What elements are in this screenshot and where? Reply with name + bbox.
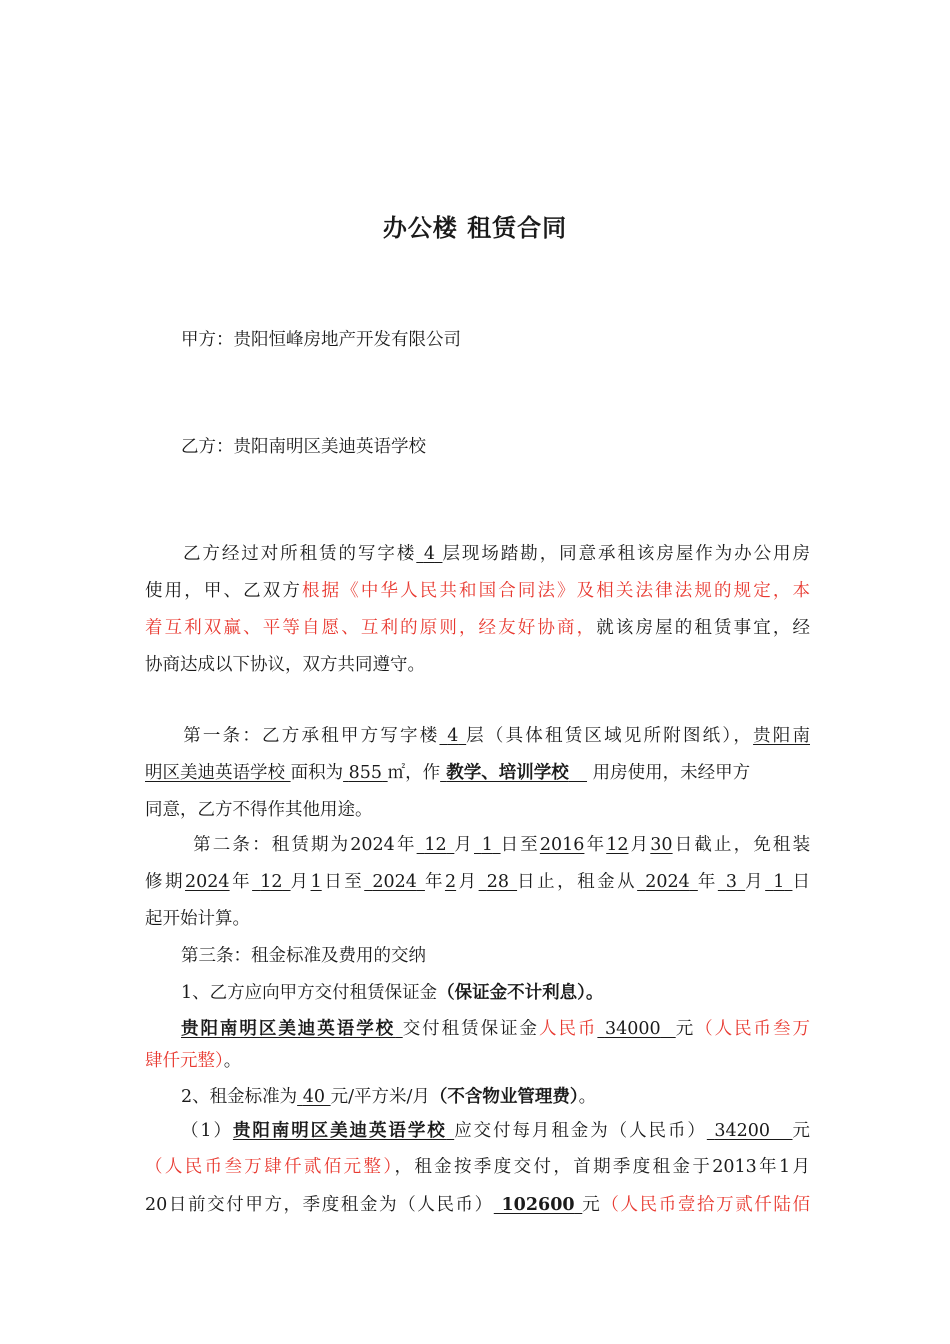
article-1-line-3: 同意，乙方不得作其他用途。: [145, 800, 373, 820]
article-3-heading: 第三条：租金标准及费用的交纳: [181, 946, 426, 966]
monthly-rent-line-1: （1）贵阳南明区美迪英语学校 应交付每月租金为（人民币） 34200 元: [181, 1121, 810, 1141]
monthly-rent-line-2: （人民币叁万肆仟贰佰元整），租金按季度交付，首期季度租金于2013年1月: [145, 1157, 810, 1177]
document-title: 办公楼 租赁合同: [382, 214, 568, 242]
rent-rate-clause: 2、租金标准为 40 元/平方米/月（不含物业管理费）。: [181, 1087, 597, 1107]
deposit-line-1: 贵阳南明区美迪英语学校 交付租赁保证金人民币 34000 元（人民币叁万: [181, 1019, 810, 1039]
monthly-rent-line-3: 20日前交付甲方，季度租金为（人民币） 102600 元（人民币壹拾万贰仟陆佰: [145, 1195, 811, 1215]
intro-line-3: 着互利双赢、平等自愿、互利的原则，经友好协商，就该房屋的租赁事宜，经: [145, 618, 811, 638]
article-2-line-3: 起开始计算。: [145, 909, 250, 929]
article-1-line-1: 第一条：乙方承租甲方写字楼 4 层（具体租赁区域见所附图纸），贵阳南: [181, 726, 810, 746]
deposit-clause: 1、乙方应向甲方交付租赁保证金（保证金不计利息）。: [181, 983, 604, 1003]
party-b-line: 乙方：贵阳南明区美迪英语学校: [181, 437, 426, 457]
intro-line-1: 乙方经过对所租赁的写字楼 4 层现场踏勘，同意承租该房屋作为办公用房: [181, 544, 810, 564]
deposit-line-2: 肆仟元整）。: [145, 1051, 242, 1071]
article-2-line-1: 第二条：租赁期为2024年 12 月 1 日至2016年12月30日截止，免租装: [191, 835, 811, 855]
intro-line-2: 使用，甲、乙双方根据《中华人民共和国合同法》及相关法律法规的规定，本: [145, 581, 811, 601]
intro-line-4: 协商达成以下协议，双方共同遵守。: [145, 655, 425, 675]
article-2-line-2: 修期2024年 12 月1日至 2024 年2月 28 日止，租金从 2024 年 3 月 1 日: [145, 872, 810, 892]
article-1-line-2: 明区美迪英语学校 面积为 855 ㎡，作 教学、培训学校 用房使用，未经甲方: [145, 763, 751, 783]
party-a-line: 甲方：贵阳恒峰房地产开发有限公司: [181, 330, 461, 350]
